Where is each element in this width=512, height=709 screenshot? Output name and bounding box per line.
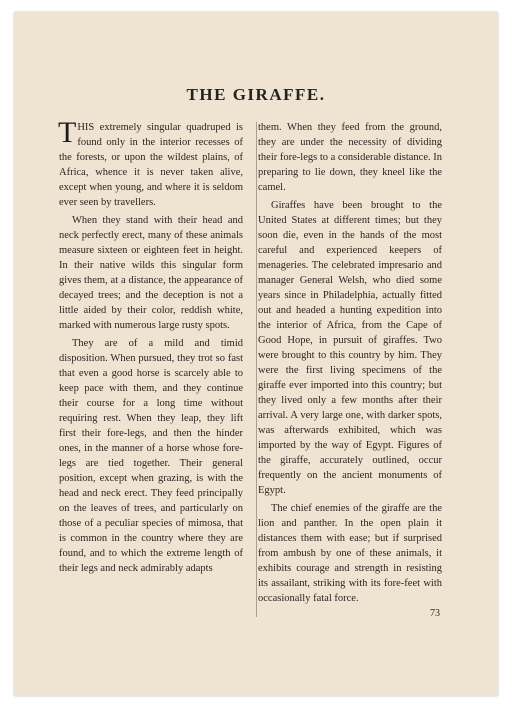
page-title: THE GIRAFFE. (186, 85, 326, 104)
book-page (14, 12, 498, 696)
paragraph: Giraffes have been brought to the United States at different times; but they soon die, even in the hands of the most careful and experienced keepers of menageries. The celebrated impresario and manager General Welsh, who died some years since in Philadelphia, actually fitted out and headed a hunting expedition into the interior of Africa, from the Cape of Good Hope, in pursuit of giraffes. Two were brought to this country by him. They were the first living specimens of the giraffe ever imported into this country; but they lived only a few months after their arrival. A very large one, with darker spots, was afterwards exhibited, which was imported by the way of Egypt. Figures of the giraffe, accurately outlined, occur frequently on the ancient monuments of Egypt. (258, 200, 442, 496)
right-column (258, 120, 442, 609)
column-divider (256, 122, 257, 617)
left-column (58, 116, 243, 579)
paragraph: When they stand with their head and neck perfectly erect, many of these animals measure sixteen or eighteen feet in height. In their native wilds this singular form gives them, at a distance, the appearance of decayed trees; and the deception is not a little aided by their color, reddish white, marked with numerous large rusty spots. (59, 215, 243, 331)
drop-cap: T (58, 116, 77, 149)
paragraph-text: HIS extremely singular quadruped is found only in the interior recesses of the forests, or upon the wildest plains, of Africa, whence it is never taken alive, except when young, and where it is seldom ever seen by travellers. (59, 122, 243, 208)
paragraph: They are of a mild and timid disposition. When pursued, they trot so fast that even a good horse is scarcely able to keep pace with them, and they continue their course for a long time without requiring rest. When they leap, they lift first their fore-legs, and then the hinder ones, in the manner of a horse whose fore-legs are tied together. Their general position, except when grazing, is with the head and neck erect. They feed principally on the leaves of trees, and particularly on those of a peculiar species of mimosa, that is common in the country where they are found, and to which the extreme length of their legs and neck admirably adapts (59, 338, 243, 574)
paragraph: them. When they feed from the ground, they are under the necessity of dividing their fore-legs to a considerable distance. In preparing to lie down, they kneel like the camel. (258, 122, 442, 193)
paragraph: The chief enemies of the giraffe are the lion and panther. In the open plain it distances them with ease; but if surprised from ambush by one of these animals, it exhibits courage and strength in resisting its assailant, striking with its fore-feet with occasionally fatal force. (258, 503, 442, 604)
page-number: 73 (430, 608, 440, 619)
paragraph (58, 116, 243, 210)
